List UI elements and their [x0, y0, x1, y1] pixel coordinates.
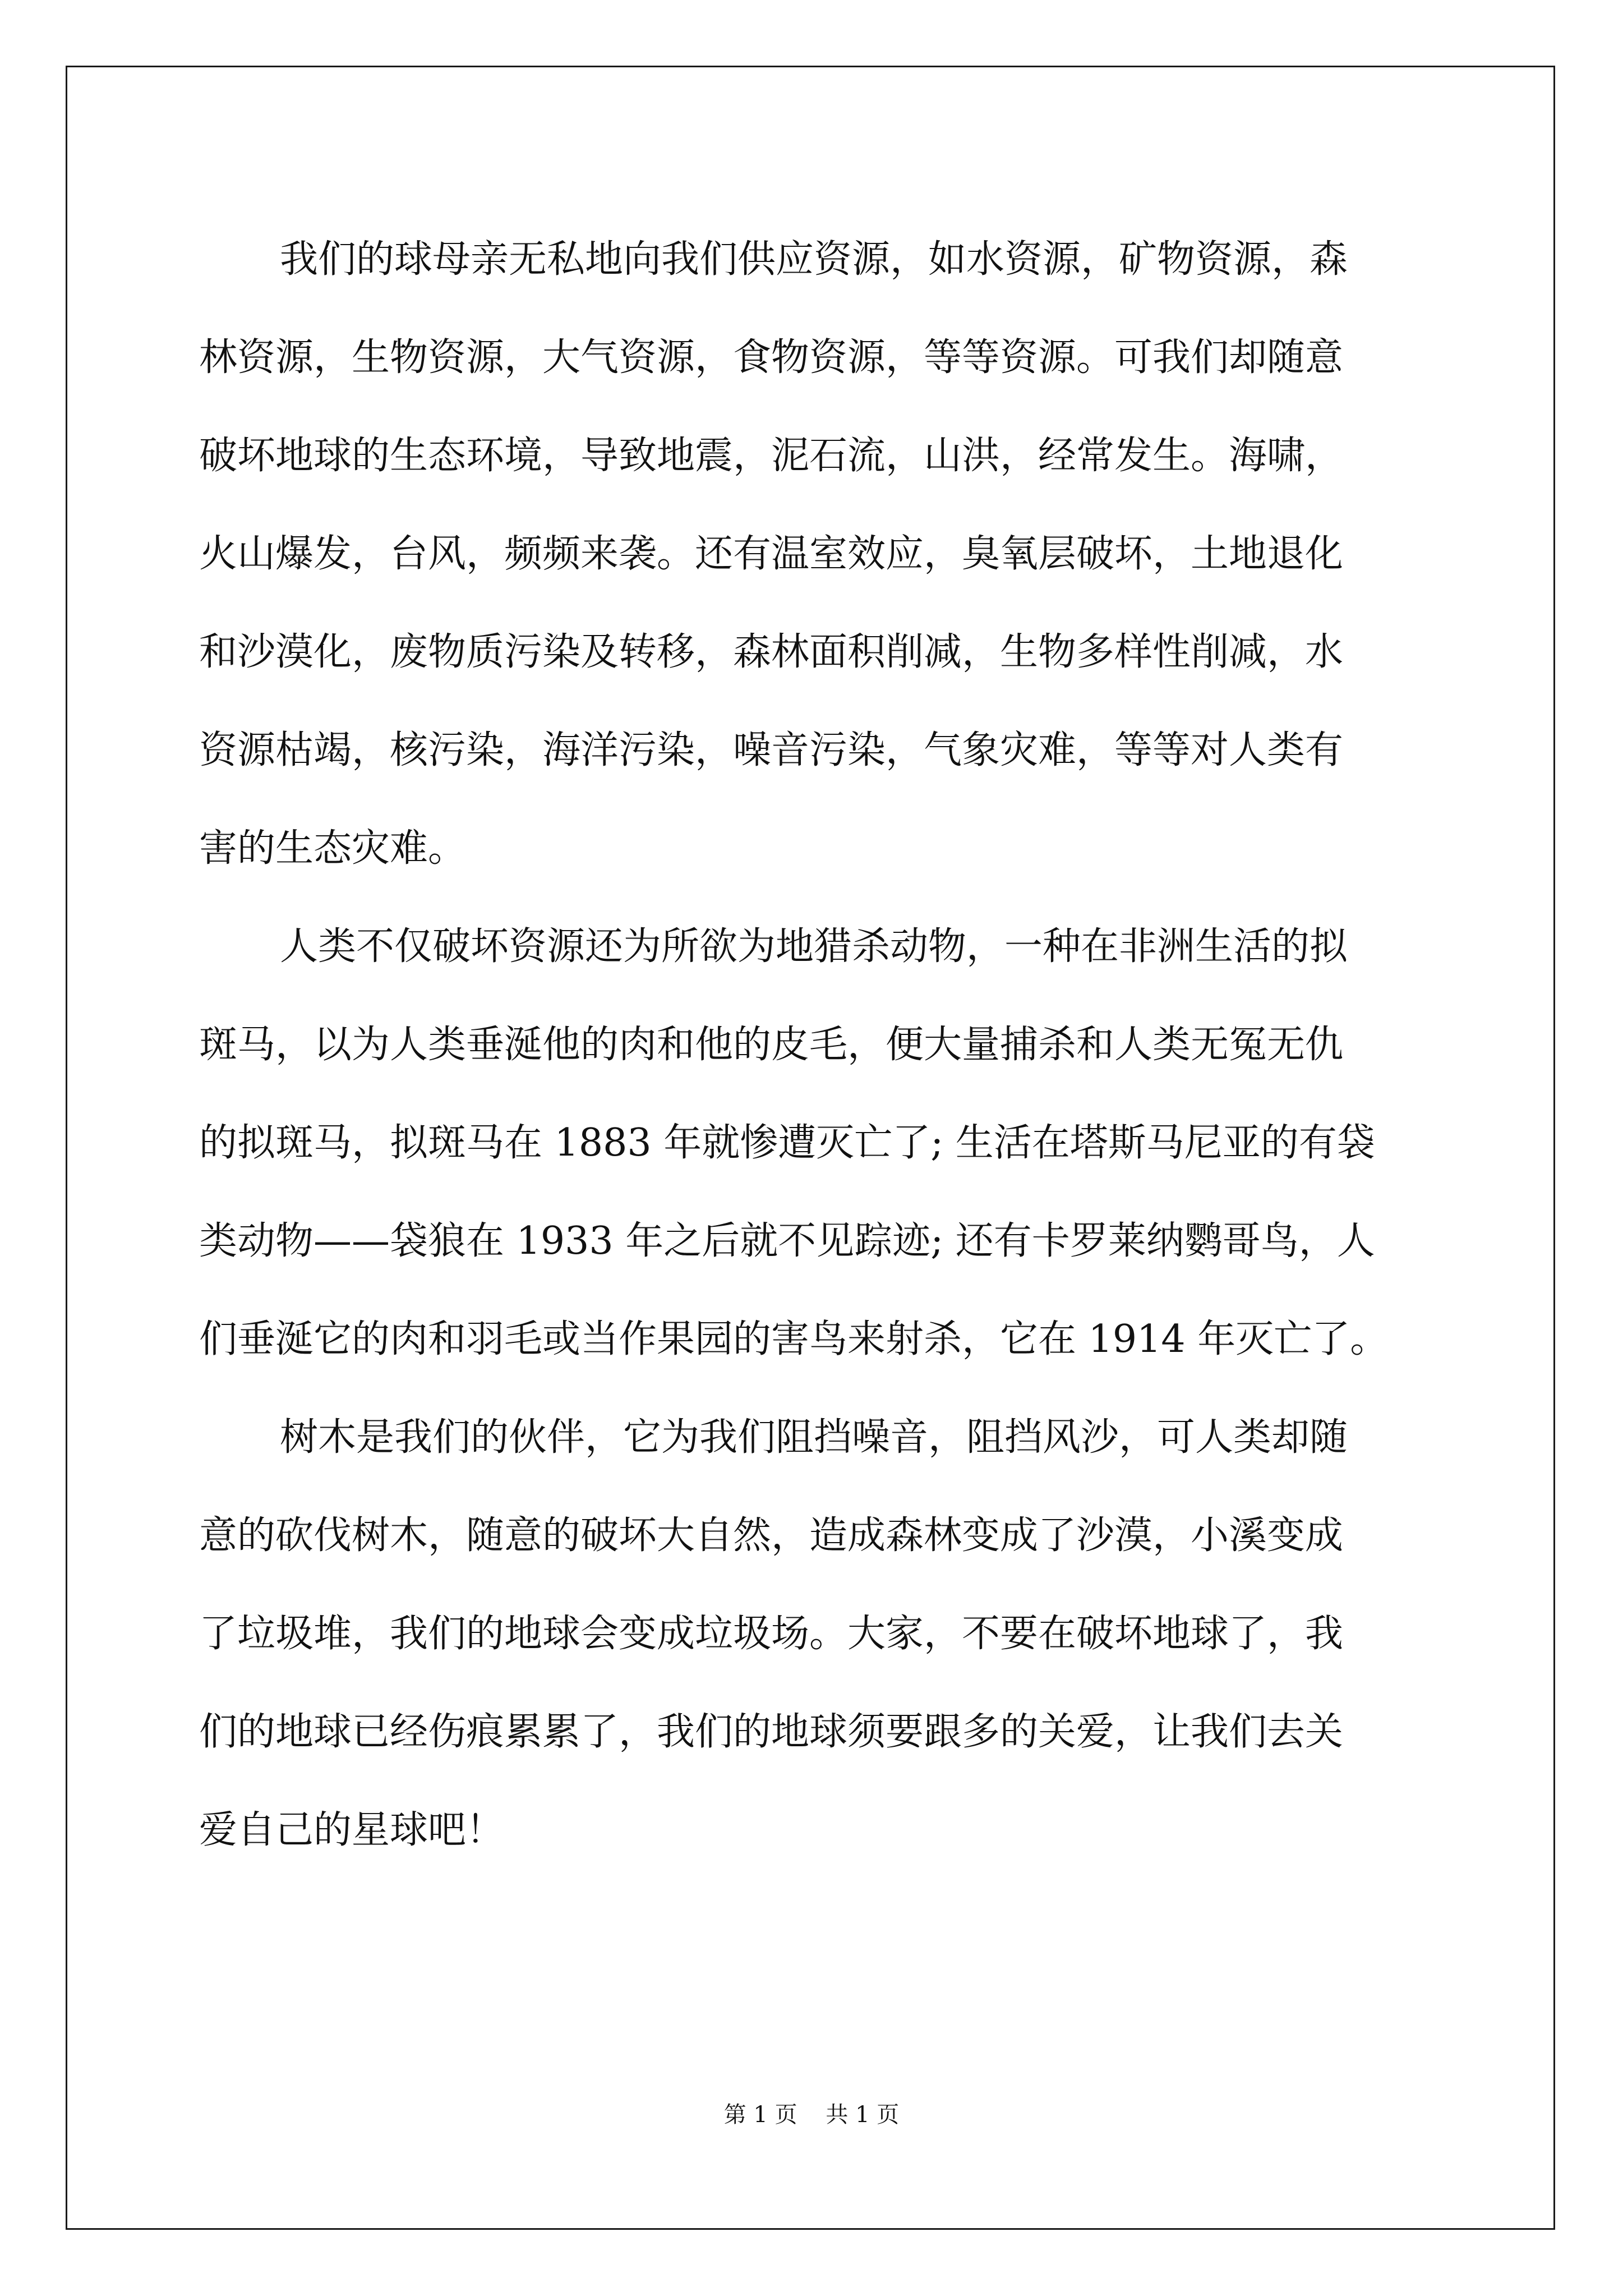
- page-number-footer: 第 1 页 共 1 页: [723, 2102, 900, 2128]
- text-line: 的拟斑马，拟斑马在 1883 年就惨遭灭亡了; 生活在塔斯马尼亚的有袋: [199, 1121, 1375, 1165]
- text-line: 和沙漠化，废物质污染及转移，森林面积削减，生物多样性削减，水: [199, 630, 1344, 674]
- paragraph-1: [199, 210, 1433, 898]
- text-line: 破坏地球的生态环境，导致地震，泥石流，山洪，经常发生。海啸，: [199, 434, 1344, 478]
- text-line: 类动物——袋狼在 1933 年之后就不见踪迹; 还有卡罗莱纳鹦哥鸟，人: [199, 1219, 1375, 1263]
- text-line: 们的地球已经伤痕累累了，我们的地球须要跟多的关爱，让我们去关: [199, 1710, 1344, 1754]
- text-line: 意的砍伐树木，随意的破坏大自然，造成森林变成了沙漠，小溪变成: [199, 1513, 1344, 1558]
- text-line: 树木是我们的伙伴，它为我们阻挡噪音，阻挡风沙，可人类却随: [280, 1415, 1348, 1460]
- paragraph-3: [199, 1388, 1433, 1879]
- text-line: 林资源，生物资源，大气资源，食物资源，等等资源。可我们却随意: [199, 335, 1344, 380]
- text-line: 害的生态灾难。: [199, 826, 467, 871]
- text-line: 人类不仅破坏资源还为所欲为地猎杀动物，一种在非洲生活的拟: [280, 924, 1348, 969]
- text-line: 斑马，以为人类垂涎他的肉和他的皮毛，便大量捕杀和人类无冤无仇: [199, 1023, 1344, 1067]
- text-line: 资源枯竭，核污染，海洋污染，噪音污染，气象灾难，等等对人类有: [199, 728, 1344, 772]
- paragraph-2: [199, 898, 1433, 1388]
- text-line: 火山爆发，台风，频频来袭。还有温室效应，臭氧层破坏，土地退化: [199, 532, 1344, 576]
- text-line: 们垂涎它的肉和羽毛或当作果园的害鸟来射杀，它在 1914 年灭亡了。: [199, 1317, 1389, 1361]
- document-body: [199, 210, 1433, 1879]
- text-line: 爱自己的星球吧！: [199, 1808, 505, 1852]
- text-line: 了垃圾堆，我们的地球会变成垃圾场。大家，不要在破坏地球了，我: [199, 1612, 1344, 1656]
- text-line: 我们的球母亲无私地向我们供应资源，如水资源，矿物资源，森: [280, 237, 1348, 282]
